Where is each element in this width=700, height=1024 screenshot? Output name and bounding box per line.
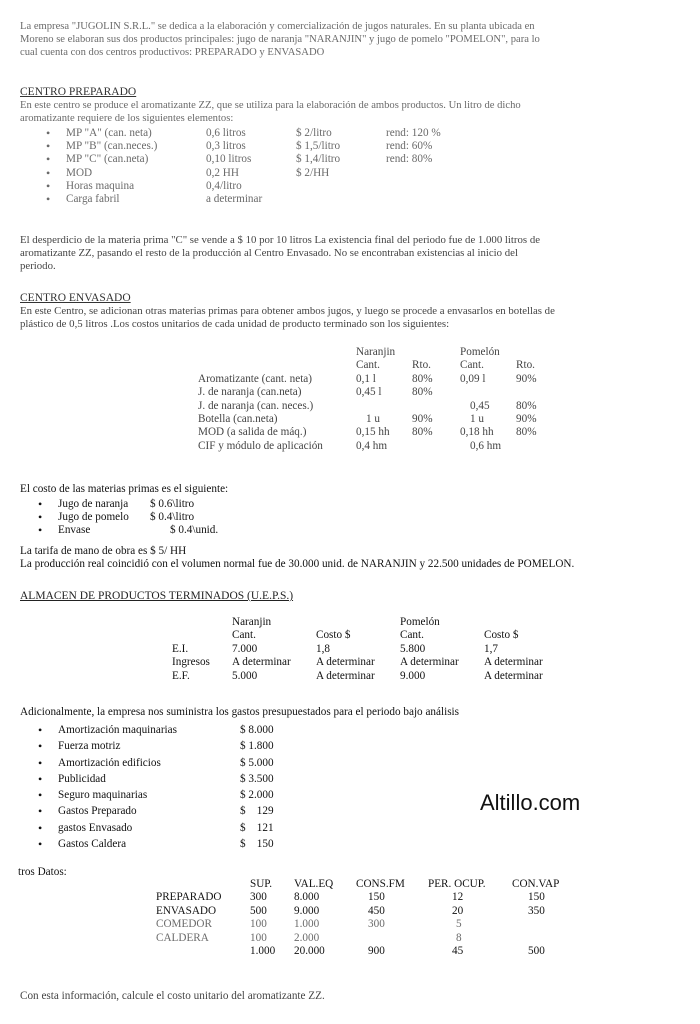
cell: 0,6 hm xyxy=(470,439,502,452)
item-name: MOD xyxy=(66,166,93,179)
gasto-value: $ 3.500 xyxy=(240,772,274,785)
preparado-intro-2: aromatizante requiere de los siguientes elementos: xyxy=(20,113,234,124)
cell xyxy=(408,400,456,413)
cost-value: $ 0.6\litro xyxy=(150,498,195,510)
table-row xyxy=(168,643,564,656)
list-item xyxy=(38,140,441,153)
cell: 0,18 hh xyxy=(460,426,494,439)
cell: 450 xyxy=(368,904,385,917)
list-item xyxy=(30,498,218,511)
row-label: J. de naranja (can. neces.) xyxy=(198,399,314,412)
table-row xyxy=(152,945,572,958)
costs-intro: El costo de las materias primas es el siguiente: xyxy=(20,483,229,495)
cell: 300 xyxy=(368,918,385,931)
gasto-name: Amortización edificios xyxy=(58,756,161,769)
item-qty: 0,3 litros xyxy=(206,140,246,153)
envasado-intro-1: En este Centro, se adicionan otras materias primas para obtener ambos jugos, y luego se procede a envasarlos en botellas de xyxy=(20,305,555,317)
gasto-value: $ 129 xyxy=(240,805,274,818)
gasto-value: $ 8.000 xyxy=(240,724,274,736)
tarifa-text: La tarifa de mano de obra es $ 5/ HH xyxy=(20,545,187,557)
item-rend: rend: 80% xyxy=(386,153,433,166)
row-label: ENVASADO xyxy=(156,904,217,917)
cost-name: Jugo de naranja xyxy=(58,498,129,510)
cell: 90% xyxy=(516,372,537,385)
preparado-items-list xyxy=(38,127,441,206)
otros-table xyxy=(152,878,572,958)
gasto-name: Gastos Preparado xyxy=(58,805,137,818)
cell: A determinar xyxy=(484,669,543,682)
row-label: J. de naranja (can.neta) xyxy=(198,386,302,399)
item-qty: 0,4/litro xyxy=(206,179,242,192)
item-cost: $ 2/litro xyxy=(296,127,332,139)
gasto-name: Amortización maquinarias xyxy=(58,724,177,736)
cell: 1,7 xyxy=(484,642,498,655)
subheader-rto-1: Rto. xyxy=(412,359,431,372)
gasto-value: $ 1.800 xyxy=(240,740,274,753)
cell: 80% xyxy=(516,426,537,439)
preparado-intro-1: En este centro se produce el aromatizante ZZ, que se utiliza para la elaboración de ambos productos. Un litro de dicho xyxy=(20,100,521,111)
closing-text: Con esta información, calcule el costo unitario del aromatizante ZZ. xyxy=(20,990,325,1002)
cell: 150 xyxy=(528,891,545,904)
table-row xyxy=(152,932,572,945)
group-pomelon: Pomelón xyxy=(460,346,500,358)
cell: 80% xyxy=(412,426,433,439)
list-item xyxy=(30,511,218,524)
subheader-rto-2: Rto. xyxy=(516,359,535,372)
table-row xyxy=(194,400,560,413)
group-naranjin: Naranjin xyxy=(356,346,396,358)
cell: 0,1 l xyxy=(356,372,376,385)
subheader-costo-1: Costo $ xyxy=(316,629,351,642)
group-naranjin: Naranjin xyxy=(232,616,272,628)
item-name: MP "A" (can. neta) xyxy=(66,127,152,139)
row-label: COMEDOR xyxy=(156,918,212,931)
cell xyxy=(456,386,512,399)
cell: 900 xyxy=(368,945,385,958)
table-row xyxy=(152,905,572,918)
row-label: Botella (can.neta) xyxy=(198,413,278,426)
cell: 90% xyxy=(516,413,537,426)
list-item xyxy=(30,771,274,787)
gasto-value: $ 2.000 xyxy=(240,789,274,802)
cell: 1.000 xyxy=(294,918,320,931)
subheader-cant-1: Cant. xyxy=(232,629,256,642)
item-qty: a determinar xyxy=(206,193,263,206)
cost-name: Envase xyxy=(58,524,91,537)
table-row xyxy=(194,373,560,386)
cell: A determinar xyxy=(316,669,375,682)
table-row xyxy=(152,918,572,931)
row-label: CIF y módulo de aplicación xyxy=(198,439,323,452)
cell: 90% xyxy=(412,413,433,426)
gastos-intro: Adicionalmente, la empresa nos suministra los gastos presupuestados para el periodo bajo análisis xyxy=(20,706,460,718)
table-row xyxy=(194,440,560,453)
header-sup: SUP. xyxy=(250,878,273,890)
envasado-title: CENTRO ENVASADO xyxy=(20,292,131,304)
list-item xyxy=(38,180,441,193)
otros-title: tros Datos: xyxy=(18,866,67,878)
cell: 500 xyxy=(528,945,545,958)
cell: 0,45 xyxy=(470,399,490,412)
row-label xyxy=(152,945,246,958)
table-row xyxy=(194,413,560,426)
cell xyxy=(512,440,560,453)
list-item xyxy=(38,127,441,140)
item-name: MP "B" (can.neces.) xyxy=(66,140,158,153)
cell: 5.800 xyxy=(400,642,426,655)
produccion-text: La producción real coincidió con el volumen normal fue de 30.000 unid. de NARANJIN y 22.500 unidades de POMELON. xyxy=(20,558,575,570)
row-label: PREPARADO xyxy=(156,891,222,904)
cell: A determinar xyxy=(400,656,459,669)
list-item xyxy=(30,524,218,537)
cell: 150 xyxy=(368,891,385,904)
item-qty: 0,2 HH xyxy=(206,166,239,179)
cell: 1.000 xyxy=(250,945,276,958)
item-name: Horas maquina xyxy=(66,179,135,192)
group-pomelon: Pomelón xyxy=(400,616,440,628)
cost-name: Jugo de pomelo xyxy=(58,511,129,524)
cell: 0,09 l xyxy=(460,372,486,385)
list-item xyxy=(30,787,274,803)
item-rend: rend: 60% xyxy=(386,140,433,153)
preparado-note-1: El desperdicio de la materia prima "C" se vende a $ 10 por 10 litros La existencia final del periodo fue de 1.000 litros de xyxy=(20,234,541,246)
item-name: Carga fabril xyxy=(66,193,120,206)
cell: 8 xyxy=(456,931,462,944)
subheader-cant-2: Cant. xyxy=(400,629,424,642)
item-cost: $ 2/HH xyxy=(296,166,330,179)
cost-value: $ 0.4\unid. xyxy=(170,524,219,537)
cell: 9.000 xyxy=(294,904,320,917)
row-label: Ingresos xyxy=(172,656,210,669)
cell: A determinar xyxy=(316,656,375,669)
cell: 0,15 hh xyxy=(356,426,390,439)
cell: A determinar xyxy=(232,656,291,669)
cell xyxy=(352,932,424,945)
header-valeq: VAL.EQ xyxy=(294,878,334,890)
cell xyxy=(352,400,408,413)
preparado-note-3: periodo. xyxy=(20,260,56,272)
item-name: MP "C" (can.neta) xyxy=(66,153,149,166)
cell: 0,4 hm xyxy=(356,439,388,452)
row-label: MOD (a salida de máq.) xyxy=(198,426,307,439)
gasto-name: Fuerza motriz xyxy=(58,740,121,753)
cell: 2.000 xyxy=(294,931,320,944)
envasado-intro-2: plástico de 0,5 litros .Los costos unitarios de cada unidad de producto terminado son los siguientes: xyxy=(20,318,450,330)
row-label: CALDERA xyxy=(156,931,209,944)
cell: 9.000 xyxy=(400,669,426,682)
list-item xyxy=(30,738,274,754)
subheader-cant-1: Cant. xyxy=(356,359,380,372)
list-item xyxy=(30,820,274,836)
cell: 7.000 xyxy=(232,642,258,655)
item-cost: $ 1,4/litro xyxy=(296,153,341,166)
row-label: Aromatizante (cant. neta) xyxy=(198,372,312,385)
gasto-value: $ 150 xyxy=(240,838,274,851)
intro-line-2: Moreno se elaboran sus dos productos principales: jugo de naranja "NARANJIN" y jugo de pomelo "POMELON", para lo xyxy=(20,34,540,45)
gasto-value: $ 5.000 xyxy=(240,756,274,769)
gasto-value: $ 121 xyxy=(240,821,274,834)
cell: 45 xyxy=(452,945,464,958)
cell: 80% xyxy=(412,372,433,385)
cell: 80% xyxy=(412,386,433,399)
cell: 1,8 xyxy=(316,642,330,655)
cell xyxy=(508,932,572,945)
cell: A determinar xyxy=(484,656,543,669)
cell xyxy=(512,386,560,399)
list-item xyxy=(38,167,441,180)
subheader-costo-2: Costo $ xyxy=(484,629,519,642)
envasado-cost-table xyxy=(194,346,560,453)
cell: 500 xyxy=(250,904,267,917)
header-consfm: CONS.FM xyxy=(356,878,405,890)
cell: 1 u xyxy=(366,413,380,426)
almacen-table xyxy=(168,616,564,683)
cell: 80% xyxy=(516,399,537,412)
costs-list xyxy=(30,498,218,538)
cell: 5.000 xyxy=(232,669,258,682)
gasto-name: Gastos Caldera xyxy=(58,838,127,851)
list-item xyxy=(38,193,441,206)
gasto-name: Seguro maquinarias xyxy=(58,789,148,802)
item-cost: $ 1,5/litro xyxy=(296,140,341,153)
header-convap: CON.VAP xyxy=(512,878,560,890)
row-label: E.F. xyxy=(172,669,190,682)
table-row xyxy=(194,386,560,399)
cell: 8.000 xyxy=(294,891,320,904)
list-item xyxy=(30,803,274,819)
list-item xyxy=(30,722,274,738)
item-rend: rend: 120 % xyxy=(386,127,441,139)
item-qty: 0,6 litros xyxy=(206,127,246,139)
preparado-note-2: aromatizante ZZ, pasando el resto de la producción al Centro Envasado. No se encontraban existencias al inicio del xyxy=(20,247,518,259)
subheader-cant-2: Cant. xyxy=(460,359,484,372)
cost-value: $ 0.4\litro xyxy=(150,511,195,524)
watermark-logo: Altillo.com xyxy=(480,790,581,815)
cell: 1 u xyxy=(470,413,484,426)
list-item xyxy=(38,153,441,166)
list-item xyxy=(30,836,274,852)
cell xyxy=(408,440,456,453)
intro-line-3: cual cuenta con dos centros productivos: PREPARADO y ENVASADO xyxy=(20,47,325,58)
gasto-name: gastos Envasado xyxy=(58,821,133,834)
cell xyxy=(508,918,572,931)
cell: 5 xyxy=(456,918,462,931)
cell: 300 xyxy=(250,891,267,904)
gastos-list xyxy=(30,722,274,852)
cell: 20 xyxy=(452,904,464,917)
item-qty: 0,10 litros xyxy=(206,153,252,166)
header-perocup: PER. OCUP. xyxy=(428,878,486,890)
table-row xyxy=(168,656,564,669)
cell: 100 xyxy=(250,931,267,944)
cell: 100 xyxy=(250,918,267,931)
cell: 20.000 xyxy=(294,945,325,958)
row-label: E.I. xyxy=(172,642,189,655)
list-item xyxy=(30,755,274,771)
preparado-title: CENTRO PREPARADO xyxy=(20,86,137,98)
almacen-title: ALMACEN DE PRODUCTOS TERMINADOS (U.E.P.S.) xyxy=(20,590,294,602)
cell: 12 xyxy=(452,891,464,904)
table-row xyxy=(168,670,564,683)
cell: 350 xyxy=(528,904,545,917)
intro-line-1: La empresa "JUGOLIN S.R.L." se dedica a la elaboración y comercialización de jugos naturales. En su planta ubicada en xyxy=(20,21,535,32)
table-row xyxy=(194,426,560,439)
gasto-name: Publicidad xyxy=(58,772,106,785)
table-row xyxy=(152,891,572,904)
cell: 0,45 l xyxy=(356,386,382,399)
